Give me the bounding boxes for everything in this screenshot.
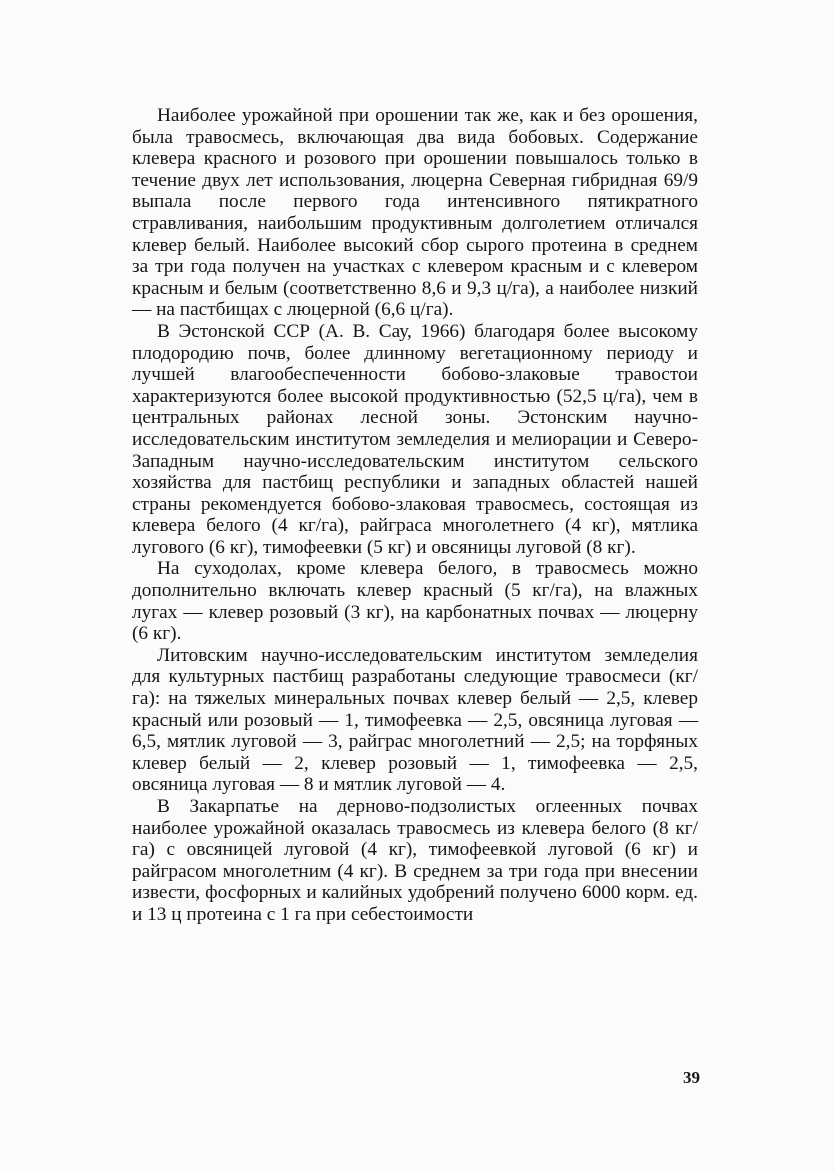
paragraph-5: В Закарпатье на дерново-подзолистых оглеенных почвах наиболее урожайной оказалась травосмесь из клевера белого (8 кг/га) с овсяницей луговой (4 кг), тимофеевкой луговой (6 кг) и райграсом многолетним (4 кг). В среднем за три года при внесении извести, фосфорных и калийных удобрений получено 6000 корм. ед. и 13 ц протеина с 1 га при себестоимости — [132, 796, 698, 925]
paragraph-1: Наиболее урожайной при орошении так же, как и без орошения, была травосмесь, включающая два вида бобовых. Содержание клевера красного и розового при орошении повышалось только в течение двух лет использования, люцерна Северная гибридная 69/9 выпала после первого года интенсивного пятикратного стравливания, наибольшим продуктивным долголетием отличался клевер белый. Наиболее высокий сбор сырого протеина в среднем за три года получен на участках с клевером красным и с клевером красным и белым (соответственно 8,6 и 9,3 ц/га), а наиболее низкий — на пастбищах с люцерной (6,6 ц/га). — [132, 105, 698, 321]
paragraph-4: Литовским научно-исследовательским институтом земледелия для культурных пастбищ разработаны следующие травосмеси (кг/га): на тяжелых минеральных почвах клевер белый — 2,5, клевер красный или розовый — 1, тимофеевка — 2,5, овсяница луговая — 6,5, мятлик луговой — 3, райграс многолетний — 2,5; на торфяных клевер белый — 2, клевер розовый — 1, тимофеевка — 2,5, овсяница луговая — 8 и мятлик луговой — 4. — [132, 644, 698, 796]
paragraph-2: В Эстонской ССР (А. В. Сау, 1966) благодаря более высокому плодородию почв, более длинному вегетационному периоду и лучшей влагообеспеченности бобово-злаковые травостои характеризуются более высокой продуктивностью (52,5 ц/га), чем в центральных районах лесной зоны. Эстонским научно-исследовательским институтом земледелия и мелиорации и Северо-Западным научно-исследовательским институтом сельского хозяйства для пастбищ республики и западных областей нашей страны рекомендуется бобово-злаковая травосмесь, состоящая из клевера белого (4 кг/га), райграса многолетнего (4 кг), мятлика лугового (6 кг), тимофеевки (5 кг) и овсяницы луговой (8 кг). — [132, 320, 698, 558]
paragraph-3: На суходолах, кроме клевера белого, в травосмесь можно дополнительно включать клевер красный (5 кг/га), на влажных лугах — клевер розовый (3 кг), на карбонатных почвах — люцерну (6 кг). — [132, 558, 698, 645]
page-number: 39 — [683, 1068, 700, 1087]
body-text — [132, 105, 698, 926]
